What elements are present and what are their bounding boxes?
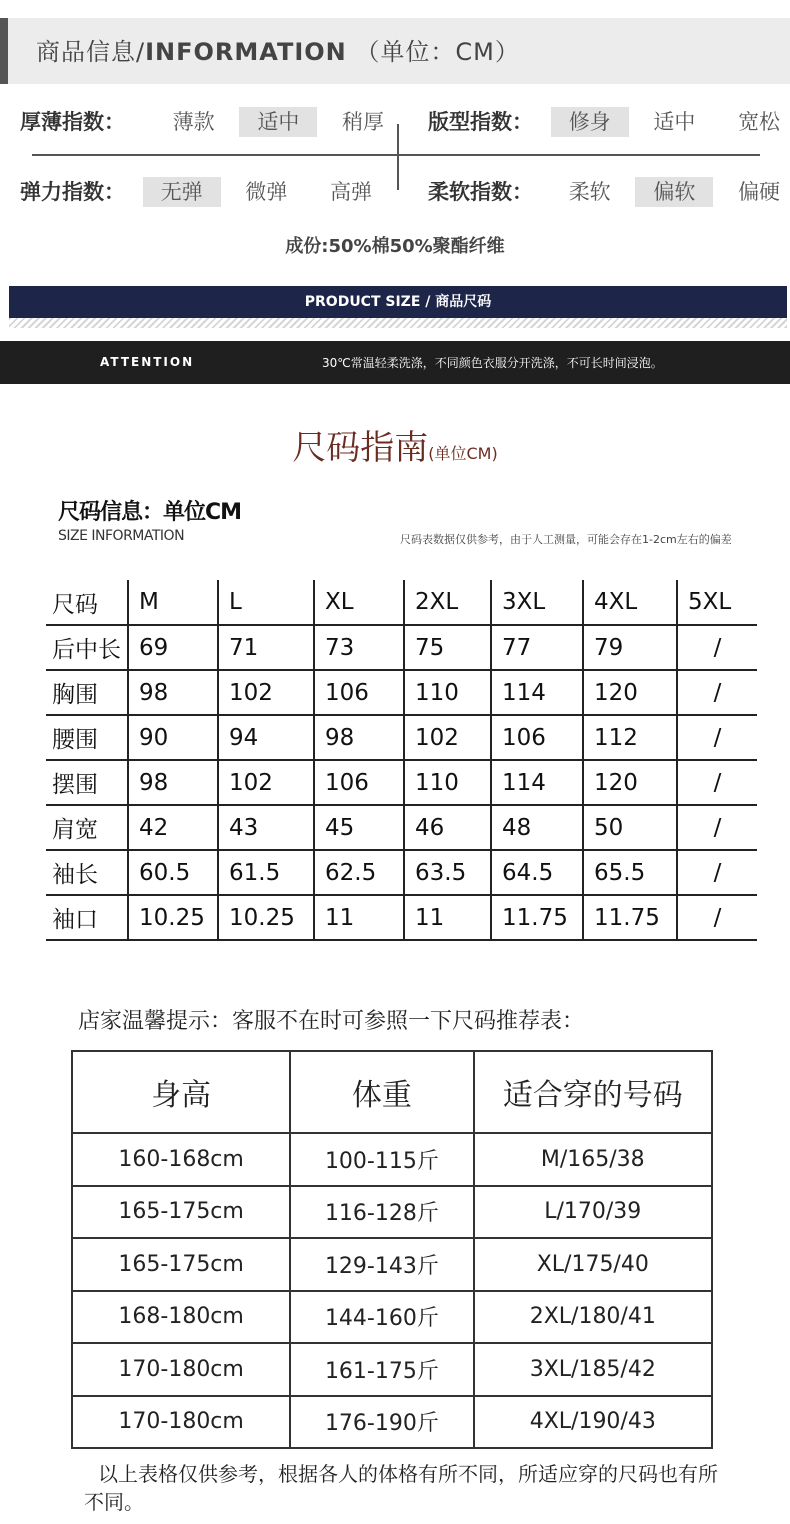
elasticity-option-high: 高弹 xyxy=(330,180,373,204)
size-table-header-cell: 尺码 xyxy=(46,580,128,625)
softness-option-hard: 偏硬 xyxy=(738,180,781,204)
elasticity-label: 弹力指数： xyxy=(20,180,125,204)
banner-stripe-decoration xyxy=(9,318,787,328)
size-table-cell: 46 xyxy=(404,805,491,850)
fit-option-loose: 宽松 xyxy=(738,110,781,134)
fit-label: 版型指数： xyxy=(428,110,533,134)
recommendation-cell: 129-143斤 xyxy=(290,1238,473,1291)
recommendation-header-cell: 身高 xyxy=(72,1051,290,1133)
fit-option-regular: 适中 xyxy=(653,110,696,134)
thickness-option-thin: 薄款 xyxy=(172,110,215,134)
size-table-cell: 102 xyxy=(404,715,491,760)
recommendation-row xyxy=(72,1238,712,1291)
info-title-unit: （单位：CM） xyxy=(355,38,520,66)
recommendation-cell: 144-160斤 xyxy=(290,1291,473,1344)
size-table-cell: 110 xyxy=(404,760,491,805)
size-table-cell: 袖口 xyxy=(46,895,128,940)
size-table-cell: 77 xyxy=(491,625,583,670)
size-table-cell: 73 xyxy=(314,625,404,670)
size-table-cell: 65.5 xyxy=(583,850,677,895)
size-table-row xyxy=(46,625,757,670)
size-table-cell: 120 xyxy=(583,760,677,805)
recommendation-cell: M/165/38 xyxy=(474,1133,712,1186)
recommendation-cell: L/170/39 xyxy=(474,1186,712,1239)
size-table-cell: 11.75 xyxy=(583,895,677,940)
info-divider-horizontal xyxy=(32,154,760,156)
size-table-cell: / xyxy=(677,895,757,940)
size-guide-unit: (单位CM) xyxy=(428,444,498,463)
size-table-row xyxy=(46,895,757,940)
size-table-row xyxy=(46,670,757,715)
fit-option-slim: 修身 xyxy=(551,107,629,137)
size-guide-title xyxy=(0,420,790,469)
info-title-en: INFORMATION xyxy=(145,38,347,66)
size-table-cell: 10.25 xyxy=(218,895,314,940)
size-table-header-cell: XL xyxy=(314,580,404,625)
size-table-cell: 64.5 xyxy=(491,850,583,895)
recommendation-cell: 161-175斤 xyxy=(290,1343,473,1396)
recommendation-header-cell: 适合穿的号码 xyxy=(474,1051,712,1133)
size-table-cell: 120 xyxy=(583,670,677,715)
product-size-banner: PRODUCT SIZE / 商品尺码 xyxy=(9,286,787,318)
recommendation-cell: 160-168cm xyxy=(72,1133,290,1186)
size-table-cell: 后中长 xyxy=(46,625,128,670)
size-table-cell: 110 xyxy=(404,670,491,715)
size-recommendation-table xyxy=(71,1050,713,1449)
size-table-cell: / xyxy=(677,850,757,895)
size-table-cell: 60.5 xyxy=(128,850,218,895)
recommendation-row xyxy=(72,1343,712,1396)
size-table-cell: / xyxy=(677,625,757,670)
thickness-option-medium: 适中 xyxy=(239,107,317,137)
recommendation-cell: 165-175cm xyxy=(72,1238,290,1291)
size-table-row xyxy=(46,760,757,805)
softness-index xyxy=(428,176,790,207)
size-table-cell: 45 xyxy=(314,805,404,850)
recommendation-header-row xyxy=(72,1051,712,1133)
recommendation-cell: 2XL/180/41 xyxy=(474,1291,712,1344)
thickness-index xyxy=(20,106,402,137)
size-table-header-cell: 2XL xyxy=(404,580,491,625)
size-table-header-cell: M xyxy=(128,580,218,625)
size-table-cell: 114 xyxy=(491,760,583,805)
size-table-cell: 112 xyxy=(583,715,677,760)
size-table-cell: 69 xyxy=(128,625,218,670)
size-info-heading: 尺码信息：单位CM xyxy=(58,500,242,525)
softness-option-fairly-soft: 偏软 xyxy=(635,177,713,207)
size-info-subheading: SIZE INFORMATION xyxy=(58,528,185,544)
elasticity-index xyxy=(20,176,390,207)
attention-bar xyxy=(0,341,790,384)
size-table-cell: 肩宽 xyxy=(46,805,128,850)
recommendation-cell: 170-180cm xyxy=(72,1396,290,1449)
size-table-cell: 62.5 xyxy=(314,850,404,895)
attention-label: ATTENTION xyxy=(100,355,195,369)
size-table-cell: 48 xyxy=(491,805,583,850)
size-table-cell: / xyxy=(677,715,757,760)
recommendation-header-cell: 体重 xyxy=(290,1051,473,1133)
shop-tip-text: 店家温馨提示：客服不在时可参照一下尺码推荐表： xyxy=(78,1009,585,1034)
size-table-header-row xyxy=(46,580,757,625)
size-table-cell: 90 xyxy=(128,715,218,760)
recommendation-cell: 176-190斤 xyxy=(290,1396,473,1449)
size-table-cell: 11.75 xyxy=(491,895,583,940)
recommendation-cell: 168-180cm xyxy=(72,1291,290,1344)
size-table-header-cell: 5XL xyxy=(677,580,757,625)
size-table-row xyxy=(46,805,757,850)
size-table xyxy=(46,580,757,941)
info-divider-vertical xyxy=(397,124,399,190)
fit-index xyxy=(428,106,790,137)
recommendation-cell: 3XL/185/42 xyxy=(474,1343,712,1396)
info-header xyxy=(0,18,790,84)
elasticity-option-slight: 微弹 xyxy=(245,180,288,204)
info-title-cn: 商品信息/ xyxy=(36,38,146,66)
size-table-cell: 114 xyxy=(491,670,583,715)
size-table-cell: 63.5 xyxy=(404,850,491,895)
size-table-row xyxy=(46,850,757,895)
footer-disclaimer: 以上表格仅供参考，根据各人的体格有所不同，所适应穿的尺码也有所不同。 xyxy=(84,1462,718,1514)
size-table-cell: 106 xyxy=(314,760,404,805)
size-guide-heading: 尺码指南 xyxy=(292,428,429,468)
info-header-title xyxy=(36,32,520,67)
recommendation-cell: XL/175/40 xyxy=(474,1238,712,1291)
size-table-cell: 胸围 xyxy=(46,670,128,715)
recommendation-row xyxy=(72,1291,712,1344)
recommendation-row xyxy=(72,1396,712,1449)
size-table-cell: 106 xyxy=(491,715,583,760)
size-table-cell: / xyxy=(677,805,757,850)
thickness-label: 厚薄指数： xyxy=(20,110,125,134)
thickness-option-thick: 稍厚 xyxy=(342,110,385,134)
recommendation-cell: 170-180cm xyxy=(72,1343,290,1396)
recommendation-row xyxy=(72,1186,712,1239)
size-table-header-cell: L xyxy=(218,580,314,625)
softness-option-soft: 柔软 xyxy=(568,180,611,204)
size-table-header-cell: 3XL xyxy=(491,580,583,625)
size-measure-note: 尺码表数据仅供参考，由于人工测量，可能会存在1-2cm左右的偏差 xyxy=(400,533,732,546)
size-table-cell: 98 xyxy=(128,760,218,805)
size-table-cell: 摆围 xyxy=(46,760,128,805)
size-table-row xyxy=(46,715,757,760)
size-table-header-cell: 4XL xyxy=(583,580,677,625)
size-table-cell: 腰围 xyxy=(46,715,128,760)
size-table-cell: 98 xyxy=(314,715,404,760)
elasticity-option-none: 无弹 xyxy=(143,177,221,207)
size-table-cell: 75 xyxy=(404,625,491,670)
softness-label: 柔软指数： xyxy=(428,180,533,204)
size-table-cell: 71 xyxy=(218,625,314,670)
recommendation-cell: 4XL/190/43 xyxy=(474,1396,712,1449)
size-table-cell: 98 xyxy=(128,670,218,715)
size-table-cell: 43 xyxy=(218,805,314,850)
size-table-cell: 61.5 xyxy=(218,850,314,895)
size-table-cell: 袖长 xyxy=(46,850,128,895)
recommendation-cell: 100-115斤 xyxy=(290,1133,473,1186)
size-table-cell: 11 xyxy=(404,895,491,940)
recommendation-cell: 165-175cm xyxy=(72,1186,290,1239)
size-table-cell: 50 xyxy=(583,805,677,850)
recommendation-row xyxy=(72,1133,712,1186)
size-table-cell: 11 xyxy=(314,895,404,940)
recommendation-cell: 116-128斤 xyxy=(290,1186,473,1239)
size-table-cell: 102 xyxy=(218,760,314,805)
size-table-cell: 106 xyxy=(314,670,404,715)
attention-text: 30℃常温轻柔洗涤，不同颜色衣服分开洗涤，不可长时间浸泡。 xyxy=(322,356,663,370)
size-table-cell: / xyxy=(677,670,757,715)
composition-text: 成份:50%棉50%聚酯纤维 xyxy=(285,236,505,257)
size-table-cell: / xyxy=(677,760,757,805)
size-table-cell: 102 xyxy=(218,670,314,715)
size-table-cell: 94 xyxy=(218,715,314,760)
size-table-cell: 79 xyxy=(583,625,677,670)
size-table-cell: 10.25 xyxy=(128,895,218,940)
size-table-cell: 42 xyxy=(128,805,218,850)
